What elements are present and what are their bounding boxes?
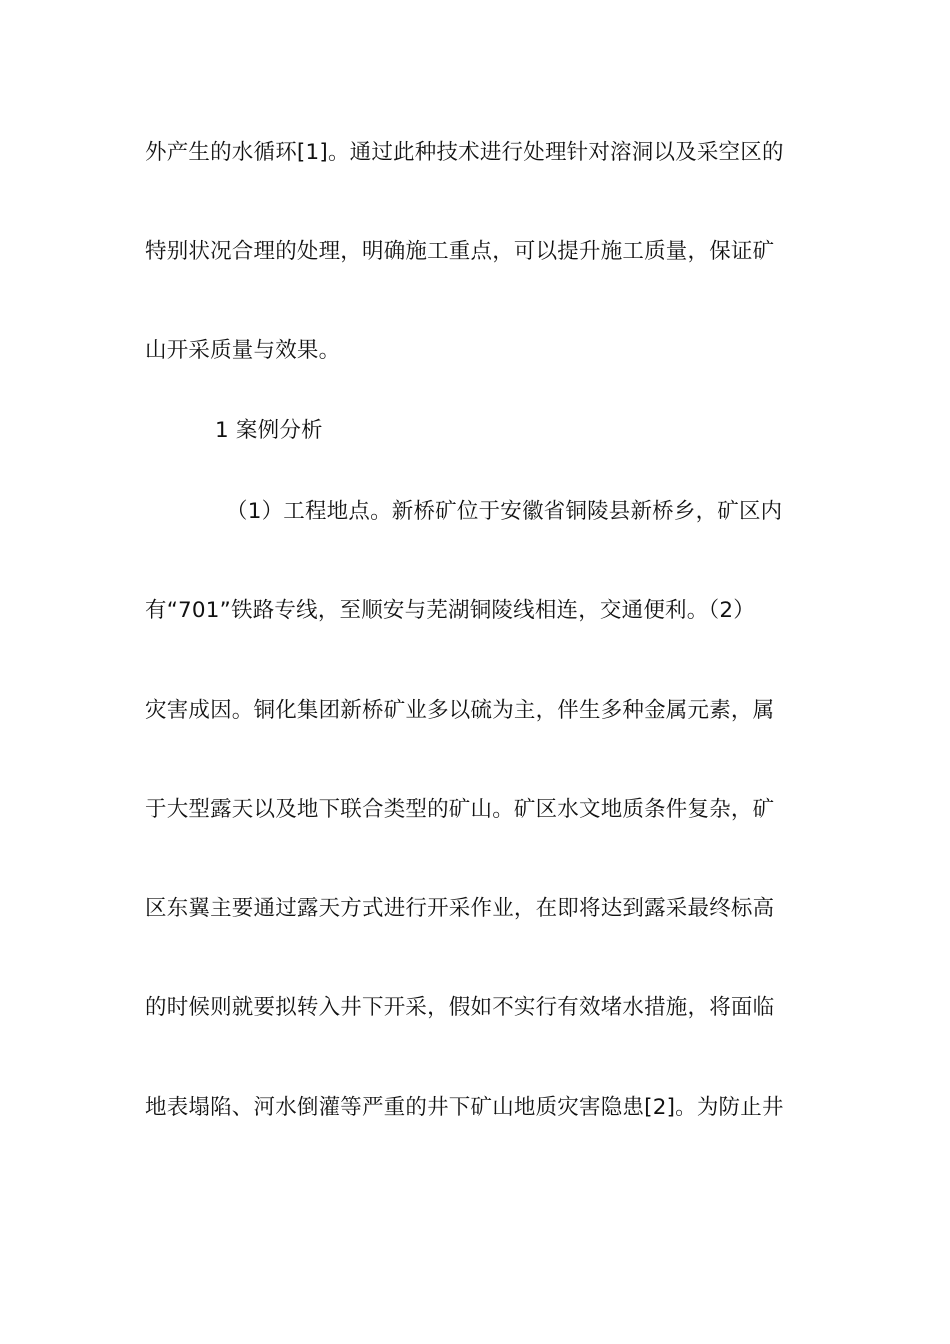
paragraph-line-6: 有“701”铁路专线，至顺安与芜湖铜陵线相连，交通便利。（2） <box>145 598 755 623</box>
paragraph-line-8: 于大型露天以及地下联合类型的矿山。矿区水文地质条件复杂，矿 <box>145 797 775 822</box>
paragraph-line-7: 灾害成因。铜化集团新桥矿业多以硫为主，伴生多种金属元素，属 <box>145 698 775 723</box>
paragraph-line-3: 山开采质量与效果。 <box>145 338 341 363</box>
paragraph-line-1: 外产生的水循环[1]。通过此种技术进行处理针对溶洞以及采空区的 <box>145 140 784 165</box>
paragraph-line-9: 区东翼主要通过露天方式进行开采作业，在即将达到露采最终标高 <box>145 896 775 921</box>
paragraph-line-5: （1）工程地点。新桥矿位于安徽省铜陵县新桥乡，矿区内 <box>226 499 783 524</box>
paragraph-line-2: 特别状况合理的处理，明确施工重点，可以提升施工质量，保证矿 <box>145 239 775 264</box>
section-heading: 1 案例分析 <box>215 418 323 443</box>
paragraph-line-10: 的时候则就要拟转入井下开采，假如不实行有效堵水措施，将面临 <box>145 995 775 1020</box>
paragraph-line-11: 地表塌陷、河水倒灌等严重的井下矿山地质灾害隐患[2]。为防止井 <box>145 1095 784 1120</box>
